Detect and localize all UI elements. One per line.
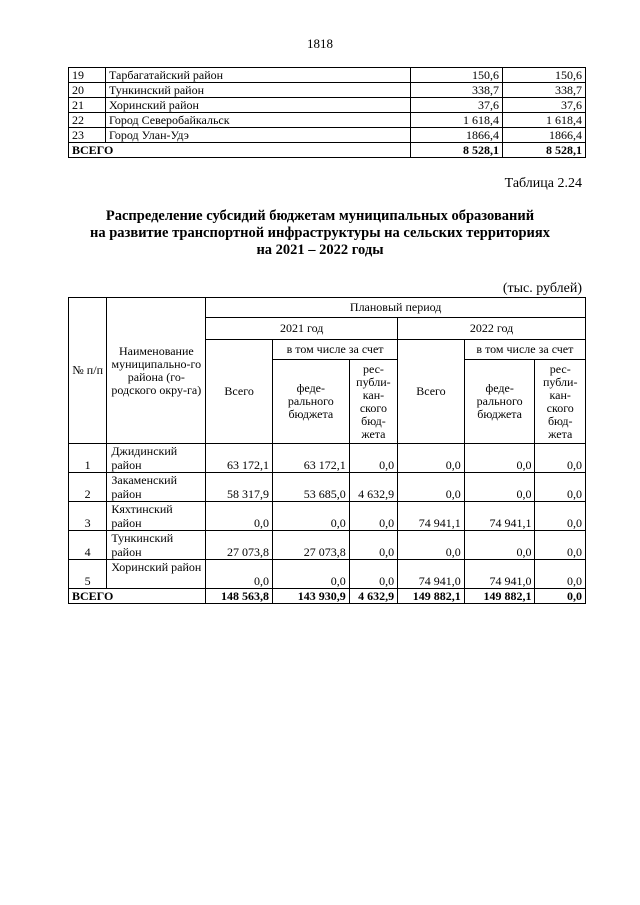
header-num: № п/п (69, 298, 107, 444)
row-district: Тункинский район (107, 531, 206, 560)
header-including-2021: в том числе за счет (272, 340, 397, 360)
row-name: Город Северобайкальск (106, 113, 411, 128)
row-value-1: 338,7 (411, 83, 503, 98)
row-value-2: 150,6 (503, 68, 586, 83)
total-value-1: 8 528,1 (411, 143, 503, 158)
cell-federal-2022: 0,0 (464, 473, 535, 502)
table-row (69, 68, 586, 83)
cell-total-2022: 74 941,0 (398, 560, 465, 589)
row-number: 3 (69, 502, 107, 531)
total-label: ВСЕГО (69, 143, 411, 158)
cell-federal-2021: 63 172,1 (272, 444, 349, 473)
total-value-2: 8 528,1 (503, 143, 586, 158)
row-number: 4 (69, 531, 107, 560)
units-label: (тыс. рублей) (502, 281, 582, 296)
total-label: ВСЕГО (69, 589, 206, 604)
table-row (69, 473, 586, 502)
row-value-1: 1 618,4 (411, 113, 503, 128)
cell-total-2022: 0,0 (398, 473, 465, 502)
header-federal-2021: феде-рального бюджета (272, 360, 349, 444)
row-number: 23 (69, 128, 106, 143)
page-number: 1818 (307, 36, 333, 51)
header-total-2022: Всего (398, 340, 465, 444)
row-number: 22 (69, 113, 106, 128)
title-line: на развитие транспортной инфраструктуры на сельских территориях (90, 225, 550, 241)
cell-republican-2021: 0,0 (349, 502, 397, 531)
row-value-1: 37,6 (411, 98, 503, 113)
table-row (69, 560, 586, 589)
row-number: 1 (69, 444, 107, 473)
table-row (69, 531, 586, 560)
cell-federal-2022: 74 941,1 (464, 502, 535, 531)
cell-total-2021: 0,0 (206, 560, 273, 589)
row-number: 19 (69, 68, 106, 83)
header-republican-2022: рес-публи-кан-ского бюд-жета (535, 360, 586, 444)
table-row (69, 98, 586, 113)
row-district: Хоринский район (107, 560, 206, 589)
row-number: 20 (69, 83, 106, 98)
cell-total-2022: 0,0 (398, 444, 465, 473)
cell-federal-2021: 0,0 (272, 560, 349, 589)
title-line: на 2021 – 2022 годы (256, 242, 384, 258)
row-value-2: 338,7 (503, 83, 586, 98)
cell-federal-2022: 0,0 (464, 531, 535, 560)
total-2022: 149 882,1 (398, 589, 465, 604)
cell-republican-2022: 0,0 (535, 502, 586, 531)
total-republican-2021: 4 632,9 (349, 589, 397, 604)
cell-total-2021: 63 172,1 (206, 444, 273, 473)
cell-republican-2022: 0,0 (535, 531, 586, 560)
cell-republican-2022: 0,0 (535, 560, 586, 589)
header-federal-2022: феде-рального бюджета (464, 360, 535, 444)
row-name: Тункинский район (106, 83, 411, 98)
row-value-1: 150,6 (411, 68, 503, 83)
total-2021: 148 563,8 (206, 589, 273, 604)
cell-total-2021: 58 317,9 (206, 473, 273, 502)
cell-federal-2021: 27 073,8 (272, 531, 349, 560)
cell-total-2022: 74 941,1 (398, 502, 465, 531)
cell-total-2021: 27 073,8 (206, 531, 273, 560)
row-number: 21 (69, 98, 106, 113)
row-value-2: 1866,4 (503, 128, 586, 143)
table-row (69, 444, 586, 473)
total-row (69, 143, 586, 158)
header-row (69, 298, 586, 318)
table-caption: Таблица 2.24 (504, 176, 582, 191)
header-including-2022: в том числе за счет (464, 340, 585, 360)
cell-republican-2021: 0,0 (349, 560, 397, 589)
cell-federal-2022: 74 941,0 (464, 560, 535, 589)
row-district: Закаменский район (107, 473, 206, 502)
table-title (60, 208, 580, 259)
cell-federal-2022: 0,0 (464, 444, 535, 473)
cell-federal-2021: 53 685,0 (272, 473, 349, 502)
row-value-2: 1 618,4 (503, 113, 586, 128)
row-district: Джидинский район (107, 444, 206, 473)
continuation-table (68, 67, 586, 158)
cell-federal-2021: 0,0 (272, 502, 349, 531)
cell-republican-2022: 0,0 (535, 473, 586, 502)
header-total-2021: Всего (206, 340, 273, 444)
row-name: Город Улан-Удэ (106, 128, 411, 143)
row-name: Хоринский район (106, 98, 411, 113)
header-year-2021: 2021 год (206, 318, 398, 340)
total-federal-2021: 143 930,9 (272, 589, 349, 604)
row-number: 5 (69, 560, 107, 589)
cell-total-2021: 0,0 (206, 502, 273, 531)
header-republican-2021: рес-публи-кан-ского бюд-жета (349, 360, 397, 444)
table-row (69, 83, 586, 98)
subsidy-table (68, 297, 586, 604)
header-name: Наименование муниципально-го района (го-родского окру-га) (107, 298, 206, 444)
table-row (69, 502, 586, 531)
header-planned-period: Плановый период (206, 298, 586, 318)
header-year-2022: 2022 год (398, 318, 586, 340)
row-district: Кяхтинский район (107, 502, 206, 531)
row-value-1: 1866,4 (411, 128, 503, 143)
table-row (69, 128, 586, 143)
total-republican-2022: 0,0 (535, 589, 586, 604)
cell-republican-2021: 4 632,9 (349, 473, 397, 502)
row-name: Тарбагатайский район (106, 68, 411, 83)
cell-republican-2021: 0,0 (349, 444, 397, 473)
title-line: Распределение субсидий бюджетам муниципальных образований (105, 208, 535, 224)
table-row (69, 113, 586, 128)
cell-republican-2022: 0,0 (535, 444, 586, 473)
cell-republican-2021: 0,0 (349, 531, 397, 560)
row-value-2: 37,6 (503, 98, 586, 113)
total-federal-2022: 149 882,1 (464, 589, 535, 604)
total-row (69, 589, 586, 604)
row-number: 2 (69, 473, 107, 502)
cell-total-2022: 0,0 (398, 531, 465, 560)
